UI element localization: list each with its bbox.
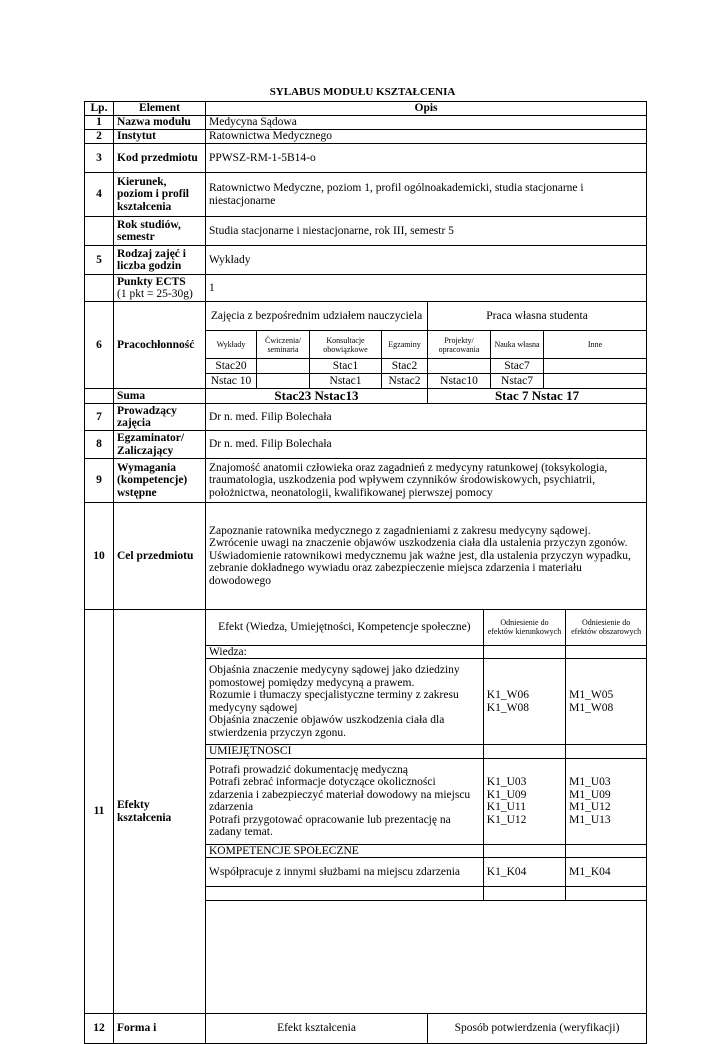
col-konsultacje: Konsultacje obowiązkowe bbox=[310, 331, 382, 359]
syllabus-table bbox=[84, 101, 647, 1044]
row-5 bbox=[85, 246, 647, 275]
element-pracochlonnosc: Pracochłonność bbox=[114, 302, 206, 389]
col-inne: Inne bbox=[544, 331, 647, 359]
stac-cell: Stac20 bbox=[206, 359, 257, 374]
suma-zajecia: Stac23 Nstac13 bbox=[206, 389, 428, 404]
row-1 bbox=[85, 116, 647, 130]
row-4 bbox=[85, 173, 647, 217]
forma-sposob: Sposób potwierdzenia (weryfikacji) bbox=[428, 1014, 647, 1044]
wiedza-text: Objaśnia znaczenie medycyny sądowej jako dziedziny pomostowej pomiędzy medycyną a prawem. Rozumie i tłumaczy specjalistyczne terminy z zakresu medycyny sądowej Objaśnia znaczenie objawów uszkodzenia ciała dla stwierdzenia przyczyn zgonu. bbox=[206, 659, 483, 745]
suma-praca-wlasna: Stac 7 Nstac 17 bbox=[428, 389, 647, 404]
nstac-cell: Nstac10 bbox=[428, 374, 491, 389]
header-opis: Opis bbox=[206, 102, 647, 116]
lp-8: 8 bbox=[85, 431, 114, 459]
lp-5: 5 bbox=[85, 246, 114, 275]
lp-7: 7 bbox=[85, 404, 114, 431]
nstac-cell: Nstac7 bbox=[491, 374, 544, 389]
wiedza-label: Wiedza: bbox=[206, 645, 483, 659]
nstac-cell bbox=[544, 374, 647, 389]
efekty-container bbox=[206, 610, 647, 1014]
efekty-table bbox=[206, 610, 646, 901]
header-row bbox=[85, 102, 647, 116]
element-suma: Suma bbox=[114, 389, 206, 404]
kompetencje-obszarowe: M1_K04 bbox=[566, 858, 646, 887]
row-10 bbox=[85, 503, 647, 610]
row-6-group bbox=[85, 302, 647, 331]
row-12 bbox=[85, 1014, 647, 1044]
element-rodzaj-zajec: Rodzaj zajęć i liczba godzin bbox=[114, 246, 206, 275]
header-element: Element bbox=[114, 102, 206, 116]
col-cwiczenia: Ćwiczenia/ seminaria bbox=[257, 331, 310, 359]
row-2 bbox=[85, 130, 647, 144]
element-kod-przedmiotu: Kod przedmiotu bbox=[114, 144, 206, 173]
nstac-cell: Nstac2 bbox=[382, 374, 428, 389]
element-instytut: Instytut bbox=[114, 130, 206, 144]
row-suma bbox=[85, 389, 647, 404]
lp-4: 4 bbox=[85, 173, 114, 217]
forma-efekt: Efekt kształcenia bbox=[206, 1014, 428, 1044]
lp-9: 9 bbox=[85, 459, 114, 503]
stac-cell bbox=[257, 359, 310, 374]
stac-cell: Stac7 bbox=[491, 359, 544, 374]
lp-11: 11 bbox=[85, 610, 114, 1014]
lp-3: 3 bbox=[85, 144, 114, 173]
row-rok bbox=[85, 217, 647, 246]
element-kierunek: Kierunek, poziom i profil kształcenia bbox=[114, 173, 206, 217]
col-wyklady: Wykłady bbox=[206, 331, 257, 359]
wiedza-obszarowe: M1_W05 M1_W08 bbox=[566, 659, 646, 745]
umiejetnosci-text: Potrafi prowadzić dokumentację medyczną Potrafi zebrać informacje dotyczące okoliczności zdarzenia i zabezpieczyć materiał dowodowy na miejscu zdarzenia Potrafi przygotować opracowanie lub prezentację na zadany temat. bbox=[206, 758, 483, 844]
efekty-header: Efekt (Wiedza, Umiejętności, Kompetencje społeczne) bbox=[206, 610, 483, 645]
element-wymagania: Wymagania (kompetencje) wstępne bbox=[114, 459, 206, 503]
col-projekty: Projekty/ opracowania bbox=[428, 331, 491, 359]
lp-1: 1 bbox=[85, 116, 114, 130]
value-prowadzacy: Dr n. med. Filip Bolechała bbox=[206, 404, 647, 431]
lp-10: 10 bbox=[85, 503, 114, 610]
group-praca-wlasna: Praca własna studenta bbox=[428, 302, 647, 331]
col-nauka: Nauka własna bbox=[491, 331, 544, 359]
ects-note: (1 pkt = 25-30g) bbox=[117, 288, 193, 300]
value-rok-studiow: Studia stacjonarne i niestacjonarne, rok III, semestr 5 bbox=[206, 217, 647, 246]
wiedza-kierunkowe: K1_W06 K1_W08 bbox=[483, 659, 565, 745]
element-egzaminator: Egzaminator/ Zaliczający bbox=[114, 431, 206, 459]
efekty-header-obszarowe: Odniesienie do efektów obszarowych bbox=[566, 610, 646, 645]
value-kierunek: Ratownictwo Medyczne, poziom 1, profil ogólnoakademicki, studia stacjonarne i niestacjonarne bbox=[206, 173, 647, 217]
value-nazwa-modulu: Medycyna Sądowa bbox=[206, 116, 647, 130]
element-rok-studiow: Rok studiów, semestr bbox=[114, 217, 206, 246]
lp-12: 12 bbox=[85, 1014, 114, 1044]
row-9 bbox=[85, 459, 647, 503]
lp-2: 2 bbox=[85, 130, 114, 144]
element-efekty: Efekty kształcenia bbox=[114, 610, 206, 1014]
element-forma: Forma i bbox=[114, 1014, 206, 1044]
group-zajecia: Zajęcia z bezpośrednim udziałem nauczyciela bbox=[206, 302, 428, 331]
stac-cell: Stac1 bbox=[310, 359, 382, 374]
element-nazwa-modulu: Nazwa modułu bbox=[114, 116, 206, 130]
kompetencje-label: KOMPETENCJE SPOŁECZNE bbox=[206, 844, 483, 858]
row-11 bbox=[85, 610, 647, 1014]
value-instytut: Ratownictwa Medycznego bbox=[206, 130, 647, 144]
lp-6: 6 bbox=[85, 302, 114, 389]
nstac-cell bbox=[257, 374, 310, 389]
element-cel-przedmiotu: Cel przedmiotu bbox=[114, 503, 206, 610]
umiejetnosci-kierunkowe: K1_U03 K1_U09 K1_U11 K1_U12 bbox=[483, 758, 565, 844]
ects-label: Punkty ECTS bbox=[117, 275, 186, 288]
row-3 bbox=[85, 144, 647, 173]
stac-cell bbox=[428, 359, 491, 374]
umiejetnosci-label: UMIEJĘTNOŚCI bbox=[206, 745, 483, 759]
value-kod-przedmiotu: PPWSZ-RM-1-5B14-o bbox=[206, 144, 647, 173]
value-cel-przedmiotu: Zapoznanie ratownika medycznego z zagadnieniami z zakresu medycyny sądowej. Zwrócenie uwagi na znaczenie objawów uszkodzenia ciała dla ustalenia przyczyn zgonów. Uświadomienie ratownikowi medycznemu jak ważne jest, dla ustalenia przyczyn wypadku, zebranie dokładnego wywiadu oraz zabezpieczenie miejsca zdarzenia i materiału dowodowego bbox=[206, 503, 647, 610]
value-egzaminator: Dr n. med. Filip Bolechała bbox=[206, 431, 647, 459]
row-7 bbox=[85, 404, 647, 431]
element-ects bbox=[114, 275, 206, 302]
header-lp: Lp. bbox=[85, 102, 114, 116]
stac-cell bbox=[544, 359, 647, 374]
col-egzaminy: Egzaminy bbox=[382, 331, 428, 359]
document-title: SYLABUS MODUŁU KSZTAŁCENIA bbox=[269, 86, 456, 98]
value-wymagania: Znajomość anatomii człowieka oraz zagadnień z medycyny ratunkowej (toksykologia, traumatologia, uszkodzenia pod wpływem czynników środowiskowych, psychiatrii, położnictwa, neonatologii, kwalifikowanej pierwszej pomocy bbox=[206, 459, 647, 503]
row-8 bbox=[85, 431, 647, 459]
value-rodzaj-zajec: Wykłady bbox=[206, 246, 647, 275]
element-prowadzacy: Prowadzący zajęcia bbox=[114, 404, 206, 431]
value-ects: 1 bbox=[206, 275, 647, 302]
efekty-header-kierunkowe: Odniesienie do efektów kierunkowych bbox=[483, 610, 565, 645]
stac-cell: Stac2 bbox=[382, 359, 428, 374]
row-ects bbox=[85, 275, 647, 302]
kompetencje-kierunkowe: K1_K04 bbox=[483, 858, 565, 887]
umiejetnosci-obszarowe: M1_U03 M1_U09 M1_U12 M1_U13 bbox=[566, 758, 646, 844]
kompetencje-text: Współpracuje z innymi służbami na miejscu zdarzenia bbox=[206, 858, 483, 887]
nstac-cell: Nstac1 bbox=[310, 374, 382, 389]
nstac-cell: Nstac 10 bbox=[206, 374, 257, 389]
